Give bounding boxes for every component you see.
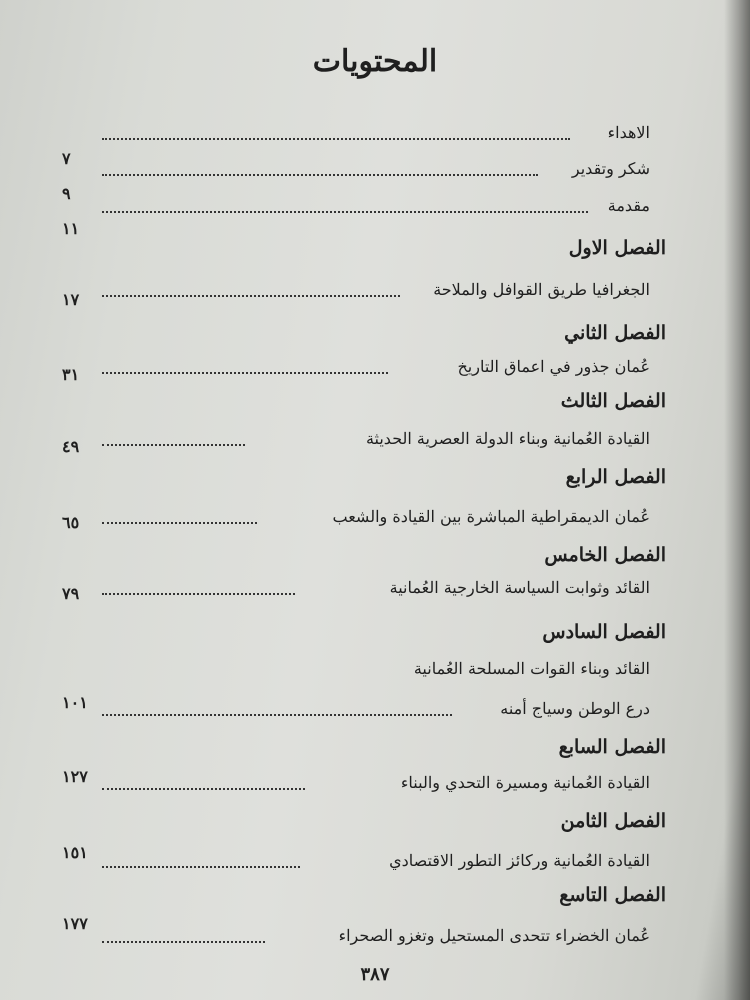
toc-page-number: ١٧	[62, 290, 80, 309]
toc-page-number: ٩	[62, 184, 71, 203]
toc-leader-dots	[102, 201, 588, 213]
toc-page-number: ١٧٧	[62, 914, 88, 933]
toc-page-number: ٦٥	[62, 513, 80, 532]
toc-entry	[62, 506, 650, 536]
toc-page-number: ٣١	[62, 365, 80, 384]
toc-entry	[62, 158, 650, 188]
toc-entry-title: مقدمة	[607, 196, 650, 215]
toc-leader-dots	[102, 164, 538, 176]
chapter-heading: الفصل الاول	[568, 237, 666, 259]
toc-leader-dots	[102, 778, 305, 790]
toc-leader-dots	[102, 583, 295, 595]
page-number-footer: ٣٨٧	[360, 964, 390, 985]
chapter-heading: الفصل الخامس	[544, 544, 666, 566]
toc-entry-title: عُمان الديمقراطية المباشرة بين القيادة والشعب	[332, 507, 650, 526]
toc-page-number: ٧	[62, 149, 71, 168]
toc-entry-title: عُمان جذور في اعماق التاريخ	[457, 357, 650, 376]
toc-leader-dots	[102, 362, 388, 374]
toc-entry-line: القائد وبناء القوات المسلحة العُمانية	[413, 659, 650, 678]
toc-leader-dots	[102, 128, 570, 140]
toc-entry	[62, 914, 650, 955]
toc-entry	[62, 767, 650, 802]
toc-leader-dots	[102, 434, 245, 446]
chapter-heading: الفصل السابع	[558, 736, 666, 758]
toc-entry-title: درع الوطن وسياج أمنه	[500, 699, 650, 718]
chapter-heading: الفصل التاسع	[559, 884, 666, 906]
toc-leader-dots	[102, 285, 400, 297]
toc-leader-dots	[102, 856, 300, 868]
chapter-heading: الفصل الثامن	[560, 810, 666, 832]
chapter-heading: الفصل السادس	[542, 621, 666, 643]
toc-leader-dots	[102, 931, 265, 943]
toc-page-number: ١٥١	[62, 843, 88, 862]
toc-page-number: ٧٩	[62, 584, 80, 603]
toc-entry	[62, 843, 650, 880]
toc-entry	[62, 195, 650, 225]
chapter-heading: الفصل الرابع	[565, 466, 666, 488]
toc-entry-title: الاهداء	[607, 123, 650, 142]
toc-entry	[62, 122, 650, 152]
toc-entry-title: القائد وثوابت السياسة الخارجية العُمانية	[389, 578, 650, 597]
toc-leader-dots	[102, 704, 452, 716]
toc-entry-title: القيادة العُمانية وركائز التطور الاقتصادي	[389, 851, 650, 870]
toc-entry	[62, 693, 650, 728]
toc-page-number: ١٢٧	[62, 767, 88, 786]
toc-page-number: ٤٩	[62, 437, 80, 456]
page-edge-shadow	[724, 0, 750, 1000]
toc-entry-title: الجغرافيا طريق القوافل والملاحة	[433, 280, 650, 299]
page-title: المحتويات	[312, 44, 438, 79]
chapter-heading: الفصل الثاني	[564, 322, 666, 344]
toc-entry	[62, 577, 650, 607]
toc-entry-title: عُمان الخضراء تتحدى المستحيل وتغزو الصحراء	[338, 926, 650, 945]
toc-page-number: ١١	[62, 219, 80, 238]
toc-entry	[62, 428, 650, 458]
toc-entry-title: القيادة العُمانية ومسيرة التحدي والبناء	[400, 773, 650, 792]
chapter-heading: الفصل الثالث	[560, 390, 666, 412]
toc-page-number: ١٠١	[62, 693, 88, 712]
toc-entry	[62, 279, 650, 309]
toc-leader-dots	[102, 512, 257, 524]
toc-entry-title: القيادة العُمانية وبناء الدولة العصرية الحديثة	[365, 429, 650, 448]
toc-entry	[62, 356, 650, 386]
toc-entry-title: شكر وتقدير	[571, 159, 650, 178]
